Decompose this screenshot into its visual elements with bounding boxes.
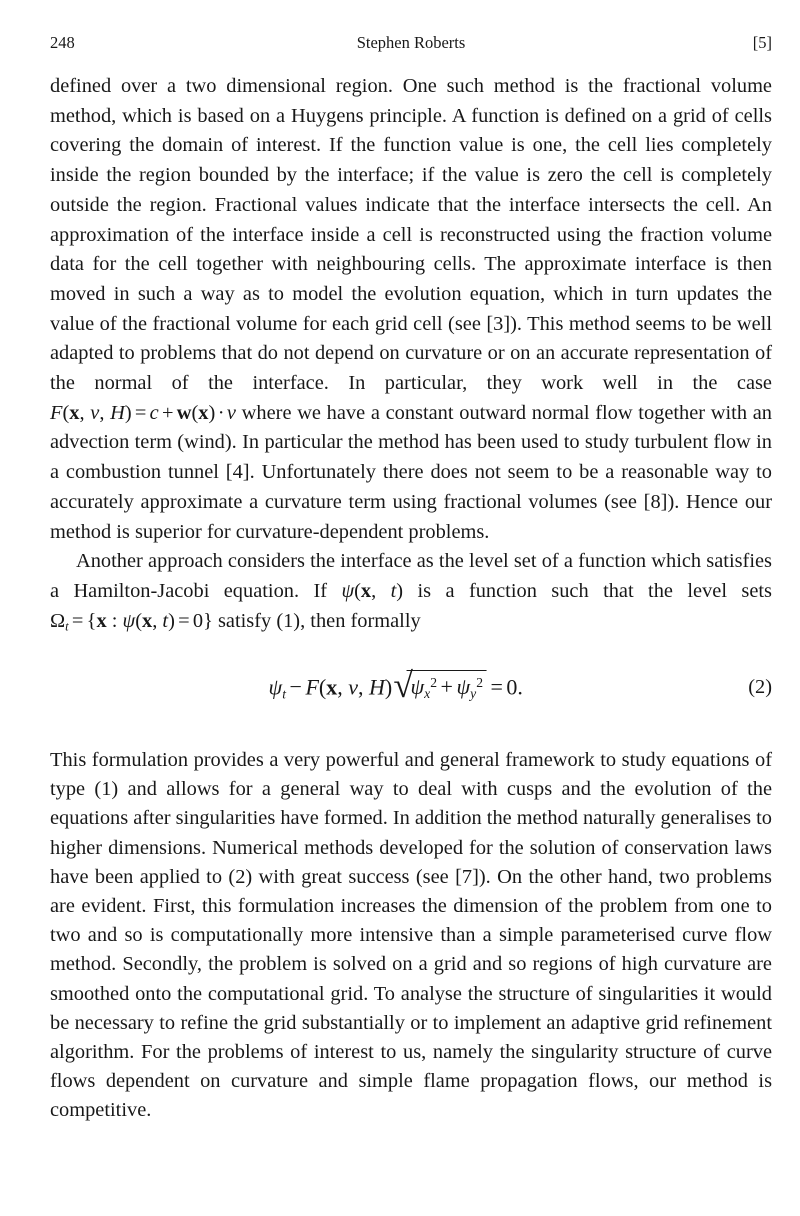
- eq2-psi-x-exponent: 2: [430, 675, 438, 691]
- math-w-bold: w: [176, 401, 192, 424]
- math-comma-2: ,: [99, 401, 111, 424]
- radical-sign-icon: √: [393, 664, 413, 705]
- paragraph-1: [50, 72, 772, 547]
- math-paren-open: (: [135, 609, 143, 632]
- eq2-period: .: [517, 674, 523, 700]
- eq2-H: H: [369, 674, 385, 700]
- math-paren-close: ): [168, 609, 175, 632]
- eq2-psi-x-subscript: x: [424, 686, 431, 702]
- page-number: 248: [50, 33, 75, 52]
- math-omega-subscript: t: [65, 619, 69, 634]
- math-psi: ψ: [122, 609, 136, 632]
- math-H: H: [110, 401, 125, 424]
- math-F: F: [50, 401, 63, 424]
- eq2-psi-subscript-t: t: [282, 686, 287, 702]
- math-paren-open: (: [354, 579, 361, 602]
- math-paren-open: (: [62, 401, 70, 424]
- section-marker: [5]: [752, 33, 772, 52]
- equation-2-body: [268, 664, 523, 705]
- math-omega: Ω: [50, 609, 66, 632]
- paragraph-2-text-c: satisfy (1), then formally: [212, 609, 421, 632]
- paragraph-1-text-a: defined over a two dimensional region. One such method is the fractional volume method, which is based on a Huygens principle. A function is defined on a grid of cells covering the domain of interest. If the function value is one, the cell lies completely inside the region bounded by the interface; if the value is zero the cell is completely outside the region. Fractional values indicate that the interface intersects the cell. An approximation of the interface inside a cell is reconstructed using the fraction volume data for the cell together with neighbouring cells. The approximate interface is then moved in such a way as to model the evolution equation, which in turn updates the value of the fractional volume for each grid cell (see [3]). This method seems to be well adapted to problems that do not depend on curvature or on an accurate representation of the normal of the interface. In particular, they work well in the case: [50, 75, 772, 395]
- eq2-psi-y-subscript: y: [470, 686, 477, 702]
- eq2-equals: =: [490, 674, 503, 700]
- eq2-psi-x: ψ: [410, 674, 425, 700]
- math-brace-open: {: [86, 609, 97, 632]
- math-nu: ν: [90, 401, 100, 424]
- math-t: t: [162, 609, 169, 632]
- eq2-paren-open: (: [318, 674, 327, 700]
- math-x-bold: x: [69, 401, 80, 424]
- math-x-bold: x: [360, 579, 372, 602]
- math-w-paren-close: ): [208, 401, 216, 424]
- running-title: Stephen Roberts: [356, 33, 466, 52]
- paragraph-2: [50, 547, 772, 642]
- math-equals: =: [71, 609, 84, 632]
- eq2-paren-close: ): [384, 674, 393, 700]
- math-paren-close: ): [396, 579, 404, 602]
- math-t: t: [390, 579, 397, 602]
- eq2-zero: 0: [506, 674, 518, 700]
- eq2-nu: ν: [348, 674, 359, 700]
- paragraph-2-text-b: is a function such that the level sets: [403, 579, 772, 602]
- running-head: [50, 32, 772, 54]
- math-comma: ,: [152, 609, 163, 632]
- eq2-comma-2: ,: [358, 674, 370, 700]
- math-x-bold-2: x: [142, 609, 153, 632]
- math-colon: :: [106, 609, 123, 632]
- page-body: [50, 72, 772, 1126]
- math-zero: 0: [192, 609, 204, 632]
- eq2-comma-1: ,: [337, 674, 349, 700]
- math-comma-1: ,: [79, 401, 91, 424]
- eq2-minus: −: [289, 674, 302, 700]
- math-psi: ψ: [341, 579, 355, 602]
- math-cdot: ·: [217, 401, 225, 424]
- inline-math-psi-x-t: [341, 580, 403, 602]
- math-brace-close: }: [203, 609, 213, 632]
- math-plus: +: [161, 401, 174, 424]
- display-equation-2: [50, 664, 772, 720]
- paragraph-3: This formulation provides a very powerful and general framework to study equations of type (1) and allows for a general way to deal with cusps and the evolution of the equations after singularities have formed. In addition the method naturally generalises to higher dimensions. Numerical methods developed for the solution of conservation laws have been applied to (2) with great success (see [7]). On the other hand, two problems are evident. First, this formulation increases the dimension of the problem from one to two and so is computationally more intensive than a simple parameterised curve flow method. Secondly, the problem is solved on a grid and so regions of high curvature are smoothed onto the computational grid. To analyse the structure of singularities it would be necessary to refine the grid substantially or to implement an adaptive grid refinement algorithm. For the problems of interest to us, namely the singularity structure of curve flows dependent on curvature and simple flame propagation flows, our method is competitive.: [50, 748, 772, 1122]
- eq2-square-root: [393, 664, 487, 705]
- eq2-radicand: [407, 670, 487, 702]
- math-comma: ,: [371, 579, 391, 602]
- math-w-paren-open: (: [191, 401, 199, 424]
- eq2-x-bold: x: [326, 674, 338, 700]
- math-c: c: [149, 401, 159, 424]
- math-x-bold: x: [96, 609, 107, 632]
- eq2-psi-y-exponent: 2: [476, 675, 484, 691]
- inline-math-speed-function: [50, 402, 236, 424]
- math-equals: =: [134, 401, 147, 424]
- math-nu-2: ν: [226, 401, 236, 424]
- eq2-psi: ψ: [268, 674, 283, 700]
- math-w-x-bold: x: [198, 401, 209, 424]
- paragraph-2-text-a: Another approach considers the interface as the level set of a function which satisfies a Hamilton-Jacobi equation. If: [50, 550, 772, 602]
- inline-math-level-sets: [50, 610, 213, 632]
- eq2-radicand-plus: +: [440, 674, 453, 700]
- equation-2-number: (2): [748, 675, 772, 698]
- paragraph-1-text-b: where we have a constant outward normal flow together with an advection term (wind). In particular the method has been used to study turbulent flow in a combustion tunnel [4]. Unfortunately there does not seem to be a reasonable way to accurately approximate a curvature term using fractional volumes (see [8]). Hence our method is superior for curvature-dependent problems.: [50, 401, 772, 543]
- eq2-F: F: [305, 674, 319, 700]
- eq2-psi-y: ψ: [456, 674, 471, 700]
- math-equals-2: =: [178, 609, 190, 632]
- math-paren-close: ): [124, 401, 132, 424]
